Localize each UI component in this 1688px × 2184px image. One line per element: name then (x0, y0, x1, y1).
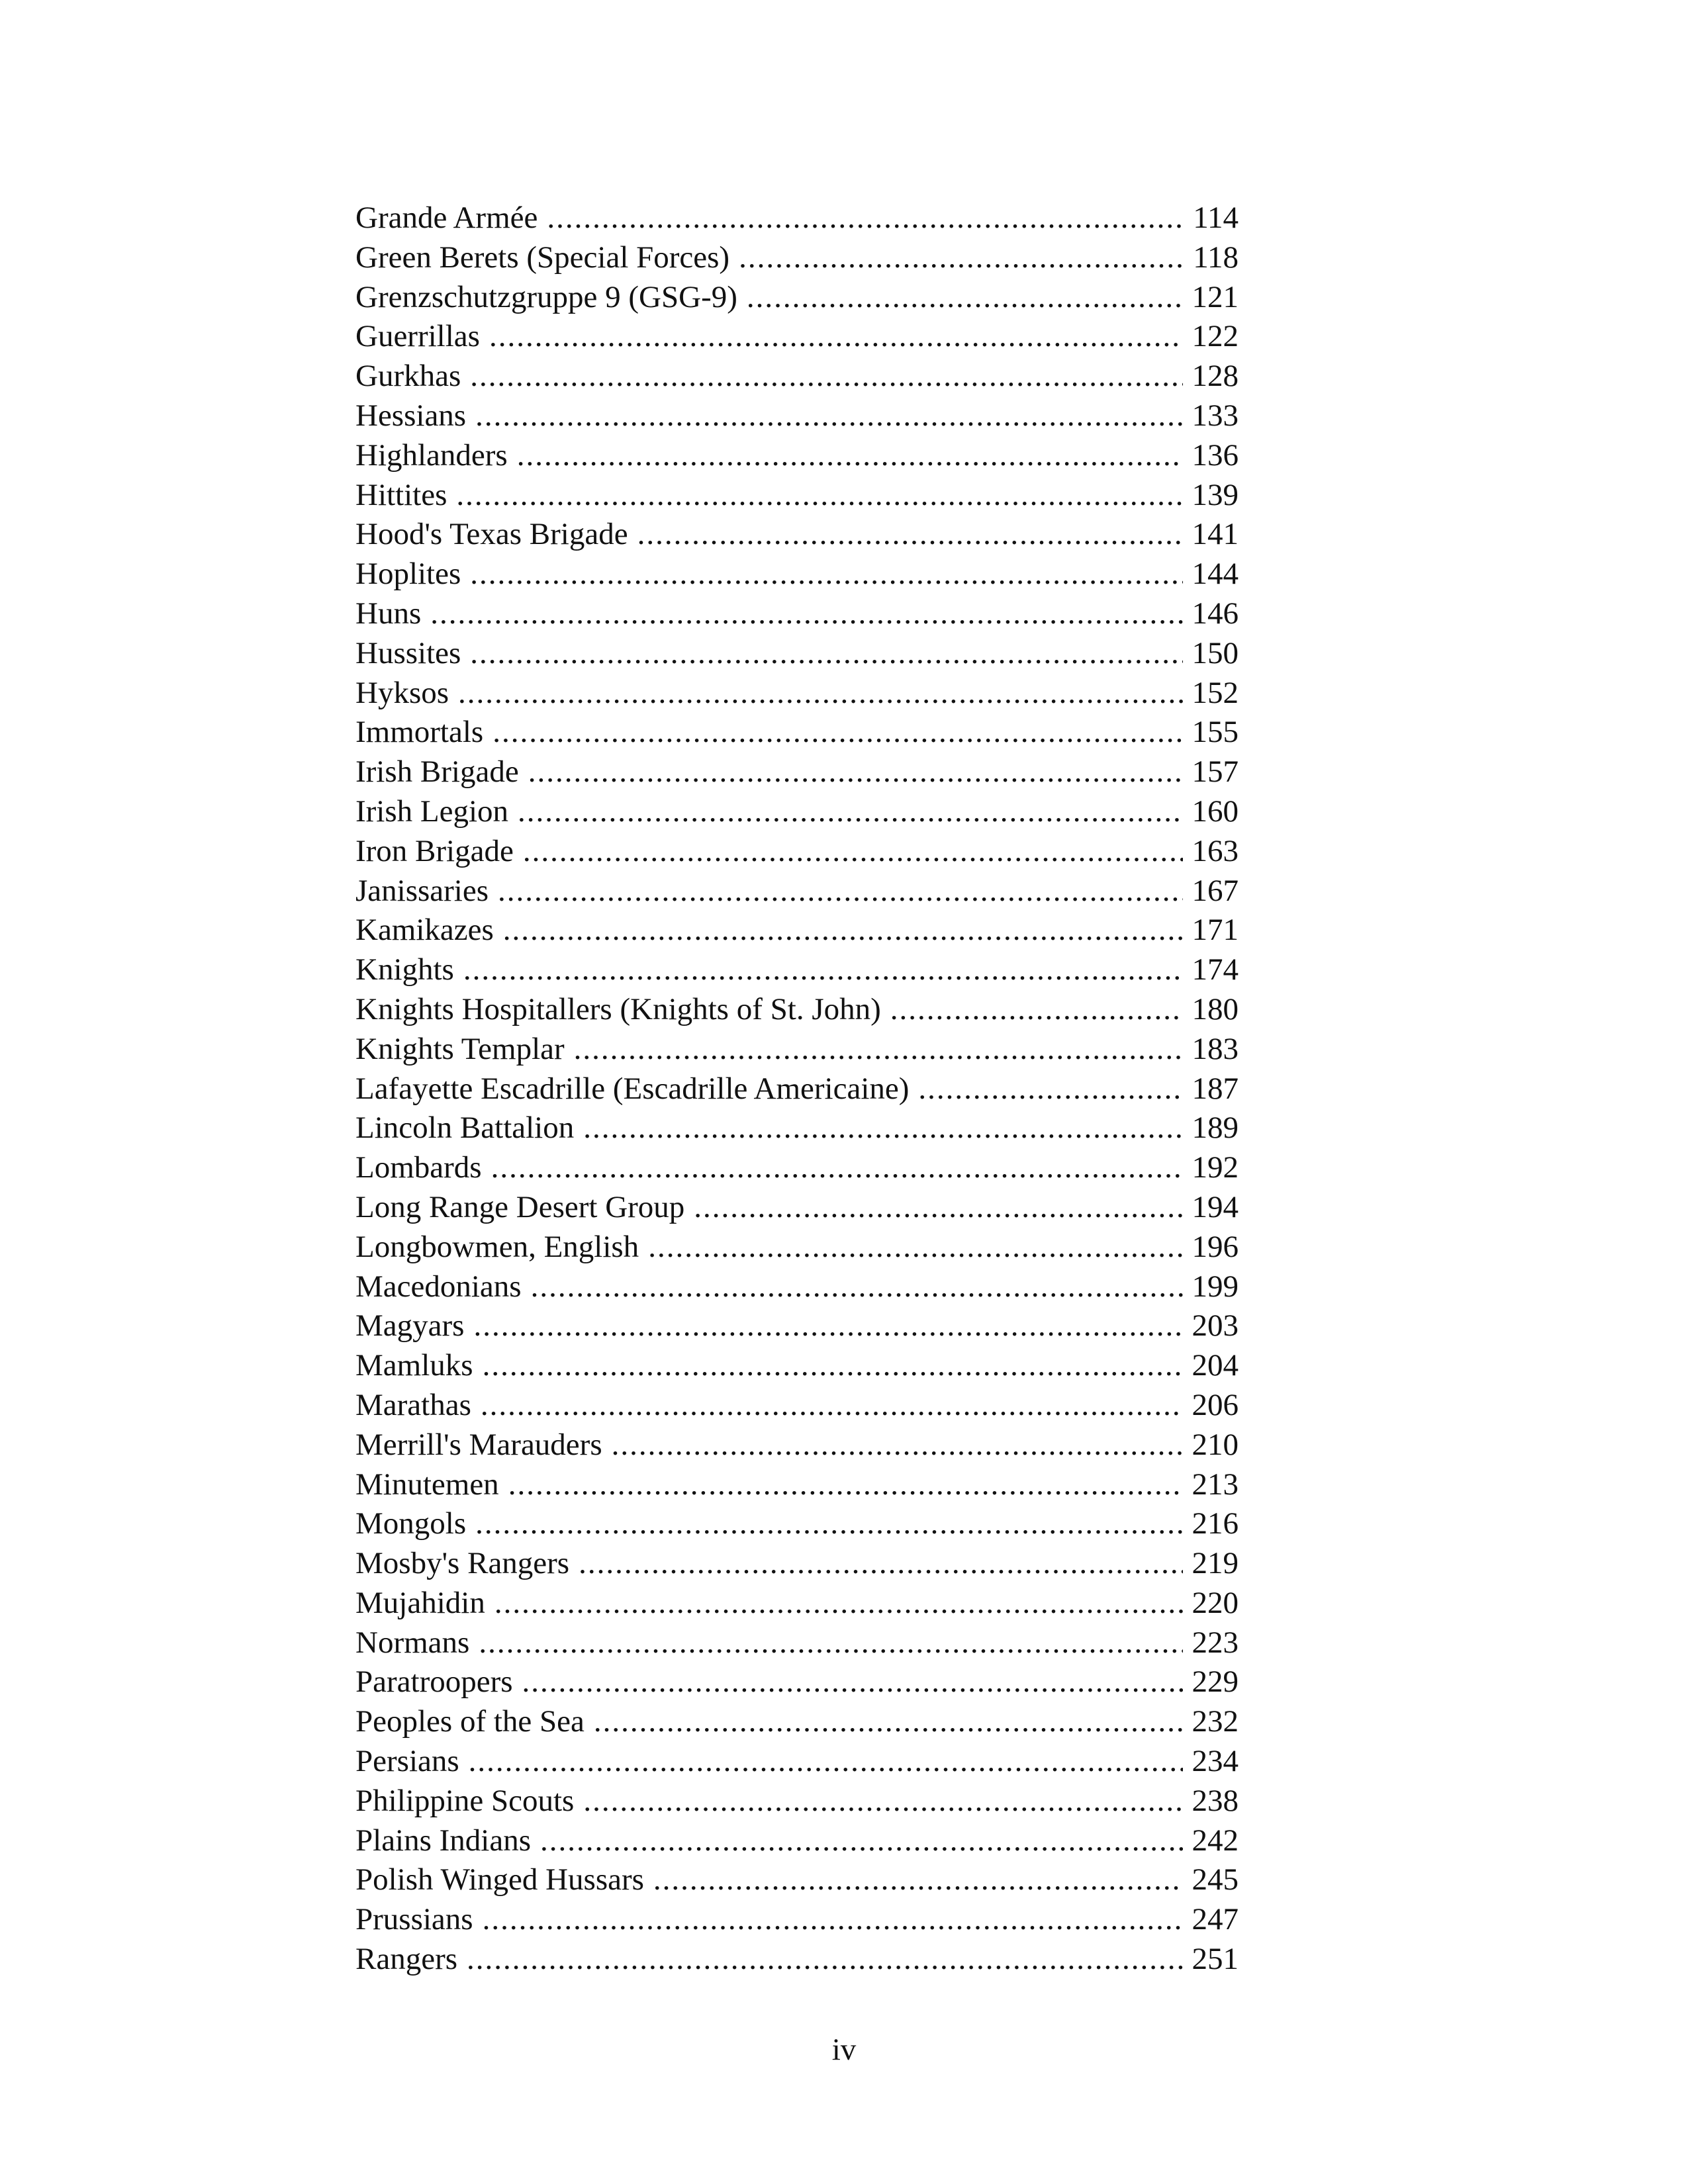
toc-entry-title: Hittites (355, 477, 447, 512)
toc-entry (355, 317, 1239, 357)
toc-entry-page: 144 (1192, 557, 1239, 592)
dot-leader (470, 357, 1182, 396)
toc-entry-page: 245 (1192, 1862, 1239, 1897)
toc-entry-title: Mujahidin (355, 1585, 485, 1620)
dot-leader (475, 396, 1182, 436)
toc-entry-page: 139 (1192, 477, 1239, 512)
toc-entry-title: Long Range Desert Group (355, 1189, 685, 1224)
toc-entry-page: 189 (1192, 1111, 1239, 1146)
toc-entry (355, 1109, 1239, 1148)
toc-entry-title: Rangers (355, 1942, 458, 1977)
toc-entry-page: 183 (1192, 1031, 1239, 1066)
toc-entry-page: 238 (1192, 1783, 1239, 1818)
toc-entry (355, 1426, 1239, 1465)
toc-entry (355, 1662, 1239, 1702)
toc-entry-title: Irish Legion (355, 794, 509, 829)
toc-entry-title: Huns (355, 596, 422, 631)
dot-leader (503, 911, 1183, 950)
toc-entry-page: 194 (1192, 1189, 1239, 1224)
toc-entry (355, 515, 1239, 555)
dot-leader (547, 199, 1184, 238)
toc-entry (355, 1030, 1239, 1069)
toc-entry-page: 121 (1192, 279, 1239, 314)
toc-entry (355, 911, 1239, 950)
toc-entry-page: 167 (1192, 873, 1239, 908)
toc-entry-title: Persians (355, 1744, 459, 1779)
toc-entry (355, 872, 1239, 911)
dot-leader (583, 1782, 1182, 1821)
toc-entry-page: 146 (1192, 596, 1239, 631)
dot-leader (456, 476, 1182, 516)
toc-entry-title: Peoples of the Sea (355, 1704, 585, 1739)
dot-leader (637, 515, 1183, 555)
toc-entry-page: 114 (1193, 201, 1239, 235)
toc-entry (355, 950, 1239, 990)
toc-entry-page: 206 (1192, 1387, 1239, 1422)
toc-entry (355, 278, 1239, 318)
dot-leader (470, 634, 1182, 674)
toc-entry-page: 136 (1192, 437, 1239, 473)
toc-entry-title: Knights Templar (355, 1031, 565, 1066)
toc-entry-page: 247 (1192, 1902, 1239, 1937)
toc-entry (355, 476, 1239, 516)
toc-entry (355, 1228, 1239, 1267)
toc-entry-page: 192 (1192, 1150, 1239, 1185)
toc-entry-page: 210 (1192, 1427, 1239, 1462)
dot-leader (522, 1662, 1183, 1702)
toc-entry (355, 634, 1239, 674)
toc-entry-page: 128 (1192, 359, 1239, 394)
toc-entry (355, 1188, 1239, 1228)
toc-entry-page: 141 (1192, 517, 1239, 552)
toc-entry (355, 555, 1239, 594)
toc-entry (355, 436, 1239, 476)
toc-entry (355, 1148, 1239, 1188)
dot-leader (473, 1306, 1182, 1346)
toc-entry (355, 1702, 1239, 1742)
dot-leader (574, 1030, 1183, 1069)
dot-leader (458, 674, 1182, 713)
dot-leader (481, 1386, 1183, 1426)
toc-entry (355, 1504, 1239, 1544)
toc-entry (355, 1544, 1239, 1584)
toc-entry-title: Janissaries (355, 873, 489, 908)
toc-entry (355, 1782, 1239, 1821)
toc-entry-page: 229 (1192, 1664, 1239, 1700)
dot-leader (489, 317, 1183, 357)
toc-entry-title: Kamikazes (355, 913, 494, 948)
toc-entry (355, 1346, 1239, 1386)
toc-entry-title: Mosby's Rangers (355, 1546, 570, 1581)
toc-entry-title: Polish Winged Hussars (355, 1862, 644, 1897)
toc-entry-page: 155 (1192, 715, 1239, 750)
dot-leader (890, 990, 1183, 1030)
dot-leader (483, 1346, 1183, 1386)
toc-entry-title: Highlanders (355, 437, 508, 473)
dot-leader (517, 436, 1183, 476)
dot-leader (467, 1940, 1182, 1979)
toc-entry (355, 1386, 1239, 1426)
dot-leader (475, 1504, 1182, 1544)
toc-entry-title: Hoplites (355, 557, 461, 592)
dot-leader (491, 1148, 1183, 1188)
toc-entry-page: 232 (1192, 1704, 1239, 1739)
table-of-contents (355, 199, 1239, 1979)
toc-entry-title: Macedonians (355, 1269, 522, 1304)
dot-leader (494, 1584, 1183, 1623)
page-number: iv (831, 2032, 857, 2067)
dot-leader (518, 792, 1182, 832)
dot-leader (483, 1900, 1183, 1940)
toc-entry-page: 213 (1192, 1467, 1239, 1502)
toc-entry-page: 150 (1192, 635, 1239, 670)
toc-entry-page: 174 (1192, 952, 1239, 987)
toc-entry (355, 1306, 1239, 1346)
toc-entry (355, 1584, 1239, 1623)
dot-leader (612, 1426, 1183, 1465)
toc-entry-page: 122 (1192, 319, 1239, 354)
toc-entry (355, 1742, 1239, 1782)
toc-entry (355, 752, 1239, 792)
toc-entry-page: 220 (1192, 1585, 1239, 1620)
dot-leader (579, 1544, 1182, 1584)
dot-leader (469, 1742, 1183, 1782)
toc-entry-title: Longbowmen, English (355, 1229, 639, 1264)
dot-leader (498, 872, 1182, 911)
toc-entry (355, 396, 1239, 436)
dot-leader (523, 832, 1183, 872)
toc-entry-page: 187 (1192, 1071, 1239, 1106)
toc-entry-page: 223 (1192, 1625, 1239, 1660)
toc-entry-title: Plains Indians (355, 1823, 532, 1858)
toc-entry-page: 242 (1192, 1823, 1239, 1858)
dot-leader (540, 1821, 1182, 1861)
dot-leader (739, 238, 1184, 278)
toc-entry-title: Hussites (355, 635, 461, 670)
toc-entry (355, 713, 1239, 752)
dot-leader (747, 278, 1183, 318)
toc-entry-title: Knights Hospitallers (Knights of St. John) (355, 991, 881, 1026)
toc-entry (355, 1860, 1239, 1900)
dot-leader (463, 950, 1183, 990)
toc-entry-title: Grande Armée (355, 201, 538, 235)
toc-entry (355, 238, 1239, 278)
toc-entry-title: Mamluks (355, 1348, 473, 1383)
toc-entry-title: Grenzschutzgruppe 9 (GSG-9) (355, 279, 737, 314)
toc-entry-title: Hyksos (355, 675, 449, 710)
toc-entry-page: 157 (1192, 754, 1239, 790)
toc-entry (355, 792, 1239, 832)
dot-leader (470, 555, 1182, 594)
toc-entry-title: Irish Brigade (355, 754, 519, 790)
toc-entry (355, 1069, 1239, 1109)
dot-leader (479, 1623, 1182, 1663)
toc-entry-page: 219 (1192, 1546, 1239, 1581)
toc-entry-page: 180 (1192, 991, 1239, 1026)
dot-leader (694, 1188, 1182, 1228)
toc-entry-title: Hood's Texas Brigade (355, 517, 628, 552)
toc-entry-title: Immortals (355, 715, 484, 750)
toc-entry-page: 163 (1192, 833, 1239, 868)
toc-entry (355, 832, 1239, 872)
toc-entry-title: Normans (355, 1625, 470, 1660)
dot-leader (508, 1465, 1183, 1505)
toc-entry-title: Philippine Scouts (355, 1783, 575, 1818)
toc-entry-title: Mongols (355, 1506, 467, 1541)
toc-entry (355, 1267, 1239, 1307)
toc-entry (355, 674, 1239, 713)
toc-entry (355, 357, 1239, 396)
toc-entry-title: Lombards (355, 1150, 482, 1185)
toc-entry-title: Knights (355, 952, 454, 987)
toc-entry (355, 1940, 1239, 1979)
toc-entry (355, 1900, 1239, 1940)
toc-entry-page: 152 (1192, 675, 1239, 710)
toc-entry-page: 234 (1192, 1744, 1239, 1779)
dot-leader (653, 1860, 1183, 1900)
toc-entry (355, 1623, 1239, 1663)
toc-entry-page: 204 (1192, 1348, 1239, 1383)
toc-entry-title: Magyars (355, 1308, 465, 1343)
toc-entry-page: 196 (1192, 1229, 1239, 1264)
toc-entry-page: 118 (1193, 240, 1239, 275)
toc-entry (355, 1821, 1239, 1861)
toc-entry-title: Merrill's Marauders (355, 1427, 602, 1462)
toc-entry-title: Minutemen (355, 1467, 499, 1502)
dot-leader (528, 752, 1183, 792)
toc-entry-page: 251 (1192, 1942, 1239, 1977)
dot-leader (583, 1109, 1182, 1148)
toc-entry-page: 133 (1192, 398, 1239, 433)
toc-entry-title: Lincoln Battalion (355, 1111, 575, 1146)
toc-entry-title: Guerrillas (355, 319, 480, 354)
toc-entry-title: Iron Brigade (355, 833, 514, 868)
toc-entry-title: Marathas (355, 1387, 471, 1422)
toc-entry-page: 203 (1192, 1308, 1239, 1343)
toc-entry-title: Green Berets (Special Forces) (355, 240, 730, 275)
toc-entry-title: Lafayette Escadrille (Escadrille Americaine) (355, 1071, 910, 1106)
toc-entry (355, 199, 1239, 238)
toc-entry-title: Hessians (355, 398, 467, 433)
toc-entry-title: Gurkhas (355, 359, 461, 394)
dot-leader (430, 594, 1182, 634)
toc-entry-page: 199 (1192, 1269, 1239, 1304)
dot-leader (918, 1069, 1182, 1109)
toc-entry-title: Prussians (355, 1902, 473, 1937)
dot-leader (648, 1228, 1182, 1267)
toc-entry-page: 160 (1192, 794, 1239, 829)
toc-entry-page: 216 (1192, 1506, 1239, 1541)
toc-entry (355, 594, 1239, 634)
dot-leader (594, 1702, 1183, 1742)
toc-entry (355, 1465, 1239, 1505)
toc-entry-title: Paratroopers (355, 1664, 513, 1700)
dot-leader (492, 713, 1182, 752)
dot-leader (531, 1267, 1183, 1307)
toc-entry-page: 171 (1192, 913, 1239, 948)
toc-entry (355, 990, 1239, 1030)
